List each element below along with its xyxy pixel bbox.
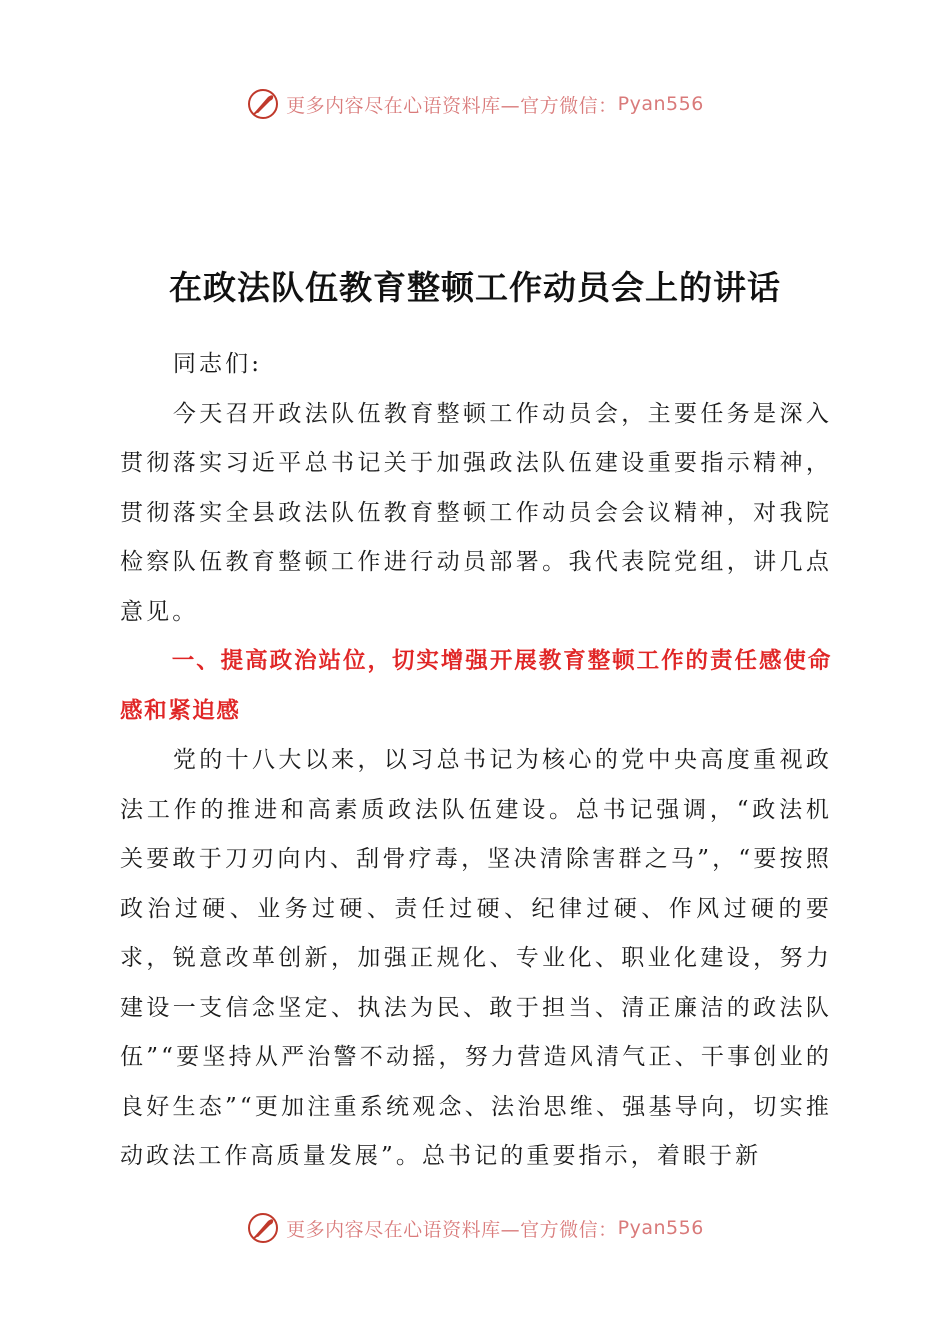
quill-pen-logo-icon [246,1211,280,1245]
document-title: 在政法队伍教育整顿工作动员会上的讲话 [169,268,781,307]
watermark-wechat-id: Pyan556 [617,93,704,115]
intro-paragraph: 今天召开政法队伍教育整顿工作动员会，主要任务是深入贯彻落实习近平总书记关于加强政法队伍建设重要指示精神，贯彻落实全县政法队伍教育整顿工作动员会会议精神，对我院检察队伍教育整顿工作进行动员部署。我代表院党组，讲几点意见。 [120,400,832,625]
section-heading: 一、提高政治站位，切实增强开展教育整顿工作的责任感使命感和紧迫感 [120,648,832,724]
document-body [120,340,832,1182]
watermark-text: 更多内容尽在心语资料库—官方微信： [286,1218,618,1241]
watermark-wechat-id: Pyan556 [617,1217,704,1239]
watermark-header [0,84,950,124]
section-paragraph: 党的十八大以来，以习总书记为核心的党中央高度重视政法工作的推进和高素质政法队伍建设。总书记强调，“政法机关要敢于刀刃向内、刮骨疗毒，坚决清除害群之马”，“要按照政治过硬、业务过硬、责任过硬、纪律过硬、作风过硬的要求，锐意改革创新，加强正规化、专业化、职业化建设，努力建设一支信念坚定、执法为民、敢于担当、清正廉洁的政法队伍”“要坚持从严治警不动摇，努力营造风清气正、干事创业的良好生态”“更加注重系统观念、法治思维、强基导向，切实推动政法工作高质量发展”。总书记的重要指示，着眼于新 [120,747,832,1169]
watermark-text: 更多内容尽在心语资料库—官方微信： [286,94,618,117]
greeting: 同志们: [172,351,263,377]
quill-pen-logo-icon [246,87,280,121]
watermark-footer [0,1208,950,1248]
